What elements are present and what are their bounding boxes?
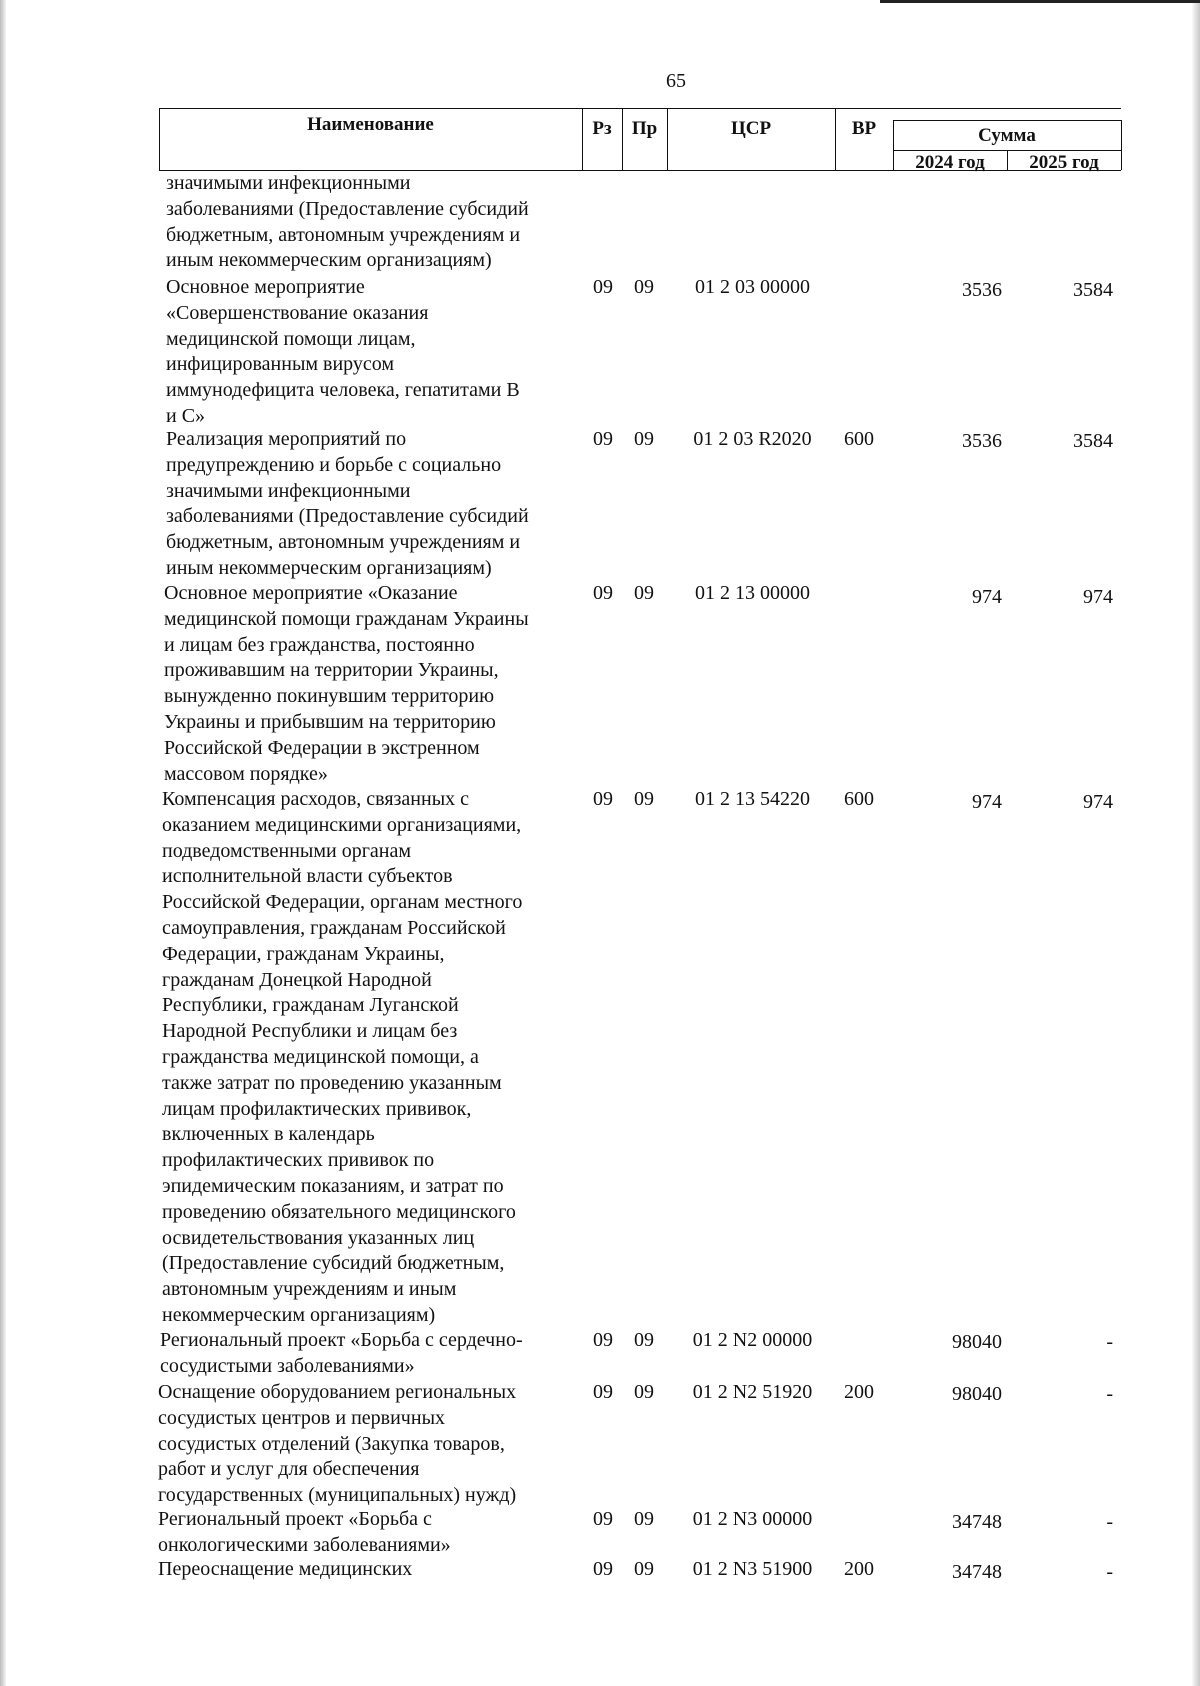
header-rz: Рз xyxy=(592,118,612,139)
row-name: Региональный проект «Борьба с онкологическими заболеваниями» xyxy=(158,1508,451,1556)
row-rz: 09 xyxy=(593,582,613,604)
row-sum-2025: - xyxy=(1106,1511,1113,1533)
header-vr: ВР xyxy=(851,118,877,139)
row-sum-2025: 974 xyxy=(1083,791,1113,813)
sum-top-border xyxy=(893,120,1121,121)
row-sum-2024: 3536 xyxy=(962,430,1002,452)
page-number: 65 xyxy=(666,70,686,92)
row-name: Реализация мероприятий по предупреждению и борьбе с социально значимыми инфекционными заболеваниями (Предоставление субсидий бюджетным, автономным учреждениям и иным некоммерческим организациям) xyxy=(166,428,529,579)
row-rz: 09 xyxy=(593,1558,613,1580)
row-sum-2024: 3536 xyxy=(962,279,1002,301)
row-sum-2025: 3584 xyxy=(1073,279,1113,301)
row-csr: 01 2 N2 51920 xyxy=(692,1381,813,1403)
row-pr: 09 xyxy=(634,1508,654,1530)
row-csr: 01 2 03 R2020 xyxy=(693,428,812,450)
row-rz: 09 xyxy=(593,1329,613,1351)
row-sum-2024: 98040 xyxy=(952,1331,1002,1353)
row-sum-2025: - xyxy=(1106,1331,1113,1353)
row-vr: 600 xyxy=(844,428,874,450)
row-name: Переоснащение медицинских xyxy=(158,1558,413,1580)
row-sum-2024: 974 xyxy=(972,586,1002,608)
row-rz: 09 xyxy=(593,1508,613,1530)
row-name: Компенсация расходов, связанных с оказанием медицинскими организациями, подведомственными органам исполнительной власти субъектов Российской Федерации, органам местного самоуправления, гражданам Российской Федерации, гражданам Украины, гражданам Донецкой Народной Республики, гражданам Луганской Народной Республики и лицам без гражданства медицинской помощи, а также затрат по проведению указанным лицам профилактических прививок, включенных в календарь профилактических прививок по эпидемическим показаниям, и затрат по проведению обязательного медицинского освидетельствования указанных лиц (Предоставление субсидий бюджетным, автономным учреждениям и иным некоммерческим организациям) xyxy=(162,788,523,1326)
row-name: Основное мероприятие «Совершенствование оказания медицинской помощи лицам, инфицированным вирусом иммунодефицита человека, гепатитами В и С» xyxy=(166,276,520,427)
row-rz: 09 xyxy=(593,788,613,810)
header-sum: Сумма xyxy=(978,125,1036,146)
header-right-border xyxy=(1121,120,1122,170)
top-rule xyxy=(880,0,1200,3)
header-year-2025: 2025 год xyxy=(1029,152,1099,173)
row-rz: 09 xyxy=(593,428,613,450)
row-sum-2024: 34748 xyxy=(952,1511,1002,1533)
row-sum-2025: - xyxy=(1106,1383,1113,1405)
scan-left-edge xyxy=(0,0,6,1686)
row-name: значимыми инфекционными заболеваниями (Предоставление субсидий бюджетным, автономным учреждениям и иным некоммерческим организациям) xyxy=(166,172,529,272)
row-pr: 09 xyxy=(634,1381,654,1403)
row-name: Региональный проект «Борьба с сердечно- сосудистыми заболеваниями» xyxy=(160,1329,523,1377)
row-sum-2025: 3584 xyxy=(1073,430,1113,452)
row-csr: 01 2 03 00000 xyxy=(695,276,810,298)
row-csr: 01 2 N3 00000 xyxy=(692,1508,813,1530)
row-name: Основное мероприятие «Оказание медицинской помощи гражданам Украины и лицам без гражданства, постоянно проживавшим на территории Украины, вынужденно покинувшим территорию Украины и прибывшим на территорию Российской Федерации в экстренном массовом порядке» xyxy=(164,582,529,785)
row-vr: 600 xyxy=(844,788,874,810)
row-sum-2024: 98040 xyxy=(952,1383,1002,1405)
row-sum-2024: 974 xyxy=(972,791,1002,813)
row-csr: 01 2 13 00000 xyxy=(695,582,810,604)
scan-right-edge xyxy=(1192,0,1200,1686)
row-vr: 200 xyxy=(844,1381,874,1403)
row-csr: 01 2 N2 00000 xyxy=(692,1329,813,1351)
header-top-border xyxy=(159,108,1121,109)
row-pr: 09 xyxy=(634,788,654,810)
header-name: Наименование xyxy=(307,114,434,135)
row-pr: 09 xyxy=(634,582,654,604)
row-pr: 09 xyxy=(634,1329,654,1351)
row-rz: 09 xyxy=(593,1381,613,1403)
table-header xyxy=(159,108,1121,172)
header-csr: ЦСР xyxy=(730,118,772,139)
row-rz: 09 xyxy=(593,276,613,298)
row-sum-2025: - xyxy=(1106,1561,1113,1583)
row-csr: 01 2 N3 51900 xyxy=(692,1558,813,1580)
row-sum-2024: 34748 xyxy=(952,1561,1002,1583)
row-pr: 09 xyxy=(634,276,654,298)
header-pr: Пр xyxy=(631,118,658,139)
row-pr: 09 xyxy=(634,1558,654,1580)
row-vr: 200 xyxy=(844,1558,874,1580)
row-sum-2025: 974 xyxy=(1083,586,1113,608)
row-pr: 09 xyxy=(634,428,654,450)
row-name: Оснащение оборудованием региональных сосудистых центров и первичных сосудистых отделений (Закупка товаров, работ и услуг для обеспечения государственных (муниципальных) нужд) xyxy=(158,1381,517,1507)
row-csr: 01 2 13 54220 xyxy=(695,788,810,810)
header-year-2024: 2024 год xyxy=(915,152,985,173)
